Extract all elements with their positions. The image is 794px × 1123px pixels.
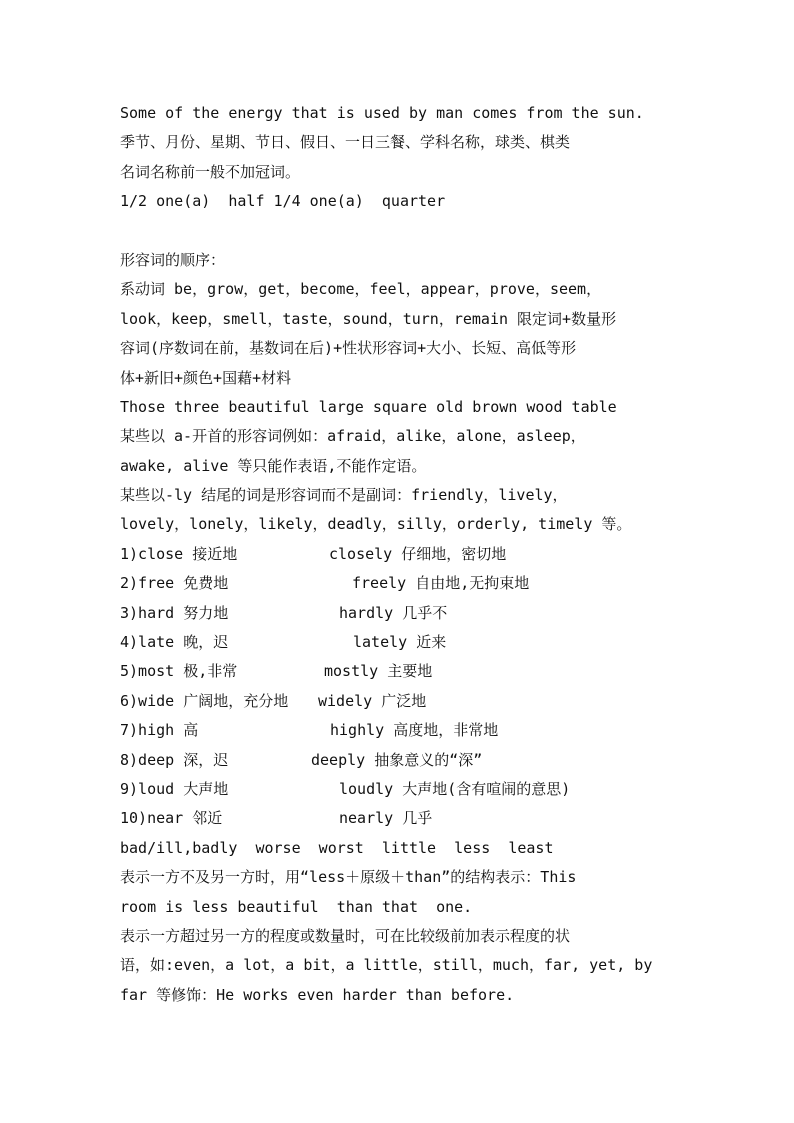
text-line: 季节、月份、星期、节日、假日、一日三餐、学科名称，球类、棋类 — [120, 133, 571, 152]
pair-plain-form: 10)near 邻近 — [120, 809, 223, 828]
text-line: lovely，lonely，likely，deadly，silly，orderly, timely 等。 — [120, 515, 632, 534]
pair-ly-form: nearly 几乎 — [339, 809, 433, 828]
adverb-pair-row — [120, 599, 710, 628]
pair-ly-form: freely 自由地,无拘束地 — [352, 574, 530, 593]
pair-plain-form: 9)loud 大声地 — [120, 779, 229, 798]
adverb-pair-row — [120, 628, 710, 657]
adverb-pair-row — [120, 746, 710, 775]
pair-plain-form: 6)wide 广阔地，充分地 — [120, 691, 289, 710]
pair-ly-form: mostly 主要地 — [324, 662, 433, 681]
text-line: 某些以-ly 结尾的词是形容词而不是副词：friendly，lively， — [120, 486, 568, 505]
pair-plain-form: 7)high 高 — [120, 721, 199, 740]
adverb-pair-row — [120, 540, 710, 569]
text-line: 某些以 a-开首的形容词例如：afraid，alike，alone，asleep， — [120, 427, 586, 446]
pair-ly-form: highly 高度地，非常地 — [330, 721, 499, 740]
text-line: look，keep，smell，taste，sound，turn，remain 限定词+数量形 — [120, 309, 617, 328]
text-line: 1/2 one(a) half 1/4 one(a) quarter — [120, 192, 446, 211]
pair-ly-form: widely 广泛地 — [318, 691, 427, 710]
pair-plain-form: 3)hard 努力地 — [120, 603, 229, 622]
adverb-pair-list — [120, 540, 710, 834]
document-body — [120, 99, 710, 1010]
text-line: 名词名称前一般不加冠词。 — [120, 162, 301, 181]
adverb-pair-row — [120, 804, 710, 833]
pair-plain-form: 8)deep 深，迟 — [120, 750, 229, 769]
pair-plain-form: 5)most 极,非常 — [120, 662, 238, 681]
text-line: bad/ill,badly worse worst little less least — [120, 838, 554, 857]
text-line: 体+新旧+颜色+国藉+材料 — [120, 368, 292, 387]
pair-plain-form: 1)close 接近地 — [120, 544, 238, 563]
text-line: 语，如:even，a lot，a bit，a little，still，much，far, yet, by — [120, 956, 653, 975]
adverb-pair-row — [120, 716, 710, 745]
text-line: awake, alive 等只能作表语,不能作定语。 — [120, 456, 427, 475]
pair-ly-form: deeply 抽象意义的“深” — [311, 750, 483, 769]
adverb-pair-row — [120, 687, 710, 716]
text-line: Those three beautiful large square old brown wood table — [120, 397, 617, 416]
text-line: Some of the energy that is used by man comes from the sun. — [120, 104, 644, 122]
pair-ly-form: closely 仔细地，密切地 — [329, 544, 507, 563]
pair-ly-form: lately 近来 — [353, 633, 447, 652]
pair-ly-form: loudly 大声地(含有喧闹的意思) — [339, 779, 571, 798]
adverb-pair-row — [120, 775, 710, 804]
text-line: 系动词 be，grow，get，become，feel，appear，prove，seem， — [120, 280, 602, 299]
pair-plain-form: 2)free 免费地 — [120, 574, 229, 593]
pair-plain-form: 4)late 晚，迟 — [120, 633, 229, 652]
adverb-pair-row — [120, 569, 710, 598]
text-line: 容词(序数词在前，基数词在后)+性状形容词+大小、长短、高低等形 — [120, 339, 577, 358]
text-line: 表示一方超过另一方的程度或数量时，可在比较级前加表示程度的状 — [120, 926, 571, 945]
blank-line — [120, 217, 710, 246]
text-line: 表示一方不及另一方时，用“less＋原级＋than”的结构表示：This — [120, 868, 577, 887]
text-line: far 等修饰：He works even harder than before. — [120, 985, 515, 1004]
section-heading: 形容词的顺序： — [120, 250, 226, 269]
pair-ly-form: hardly 几乎不 — [339, 603, 448, 622]
adverb-pair-row — [120, 657, 710, 686]
text-line: room is less beautiful than that one. — [120, 897, 473, 916]
